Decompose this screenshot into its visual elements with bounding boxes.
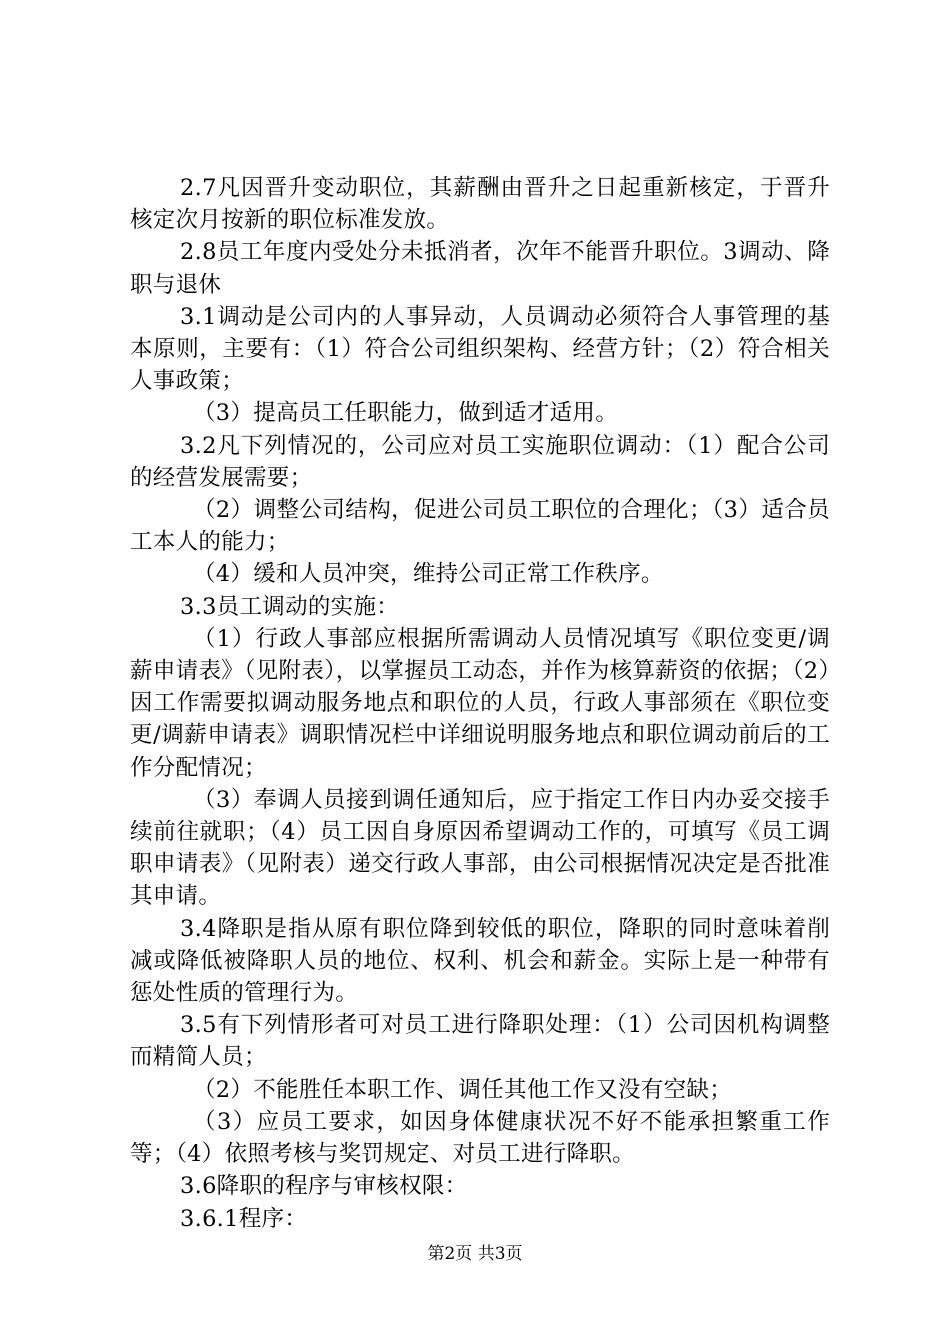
paragraph-2-8: 2.8员工年度内受处分未抵消者，次年不能晋升职位。3调动、降职与退休 — [130, 239, 830, 298]
paragraph-3-5-items-3-4: （3）应员工要求，如因身体健康状况不好不能承担繁重工作等；（4）依照考核与奖罚规定、对员工进行降职。 — [130, 1108, 830, 1168]
paragraph-3-2: 3.2凡下列情况的，公司应对员工实施职位调动：（1）配合公司的经营发展需要； — [130, 432, 830, 491]
paragraph-2-7: 2.7凡因晋升变动职位，其薪酬由晋升之日起重新核定，于晋升核定次月按新的职位标准发放。 — [130, 175, 830, 234]
paragraph-3-1: 3.1调动是公司内的人事异动，人员调动必须符合人事管理的基本原则，主要有：（1）符合公司组织架构、经营方针；（2）符合相关人事政策； — [130, 303, 830, 395]
paragraph-3-3: 3.3员工调动的实施： — [180, 593, 400, 620]
paragraph-3-3-items-1-2: （1）行政人事部应根据所需调动人员情况填写《职位变更/调薪申请表》（见附表），以掌握员工动态，并作为核算薪资的依据；（2）因工作需要拟调动服务地点和职位的人员，行政人事部须在《职位变更/调薪申请表》调职情况栏中详细说明服务地点和职位调动前后的工作分配情况； — [130, 625, 830, 781]
paragraph-3-3-items-3-4: （3）奉调人员接到调任通知后，应于指定工作日内办妥交接手续前往就职；（4）员工因自身原因希望调动工作的，可填写《员工调职申请表》（见附表）递交行政人事部，由公司根据情况决定是否批准其申请。 — [130, 786, 830, 910]
paragraph-3-2-items-2-3: （2）调整公司结构，促进公司员工职位的合理化；（3）适合员工本人的能力； — [130, 497, 830, 556]
paragraph-3-1-item-3: （3）提高员工任职能力，做到适才适用。 — [193, 400, 619, 427]
paragraph-3-6: 3.6降职的程序与审核权限： — [180, 1173, 468, 1200]
paragraph-3-5-item-2: （2）不能胜任本职工作、调任其他工作又没有空缺； — [193, 1076, 733, 1103]
document-body — [130, 172, 830, 1235]
paragraph-3-2-item-4: （4）缓和人员冲突，维持公司正常工作秩序。 — [193, 561, 664, 588]
paragraph-3-4: 3.4降职是指从原有职位降到较低的职位，降职的同时意味着削减或降低被降职人员的地位、权利、机会和薪金。实际上是一种带有惩处性质的管理行为。 — [130, 915, 830, 1007]
paragraph-3-6-1: 3.6.1程序： — [180, 1205, 308, 1232]
paragraph-3-5: 3.5有下列情形者可对员工进行降职处理：（1）公司因机构调整而精简人员； — [130, 1012, 830, 1071]
page-footer: 第2页 共3页 — [427, 1244, 523, 1264]
